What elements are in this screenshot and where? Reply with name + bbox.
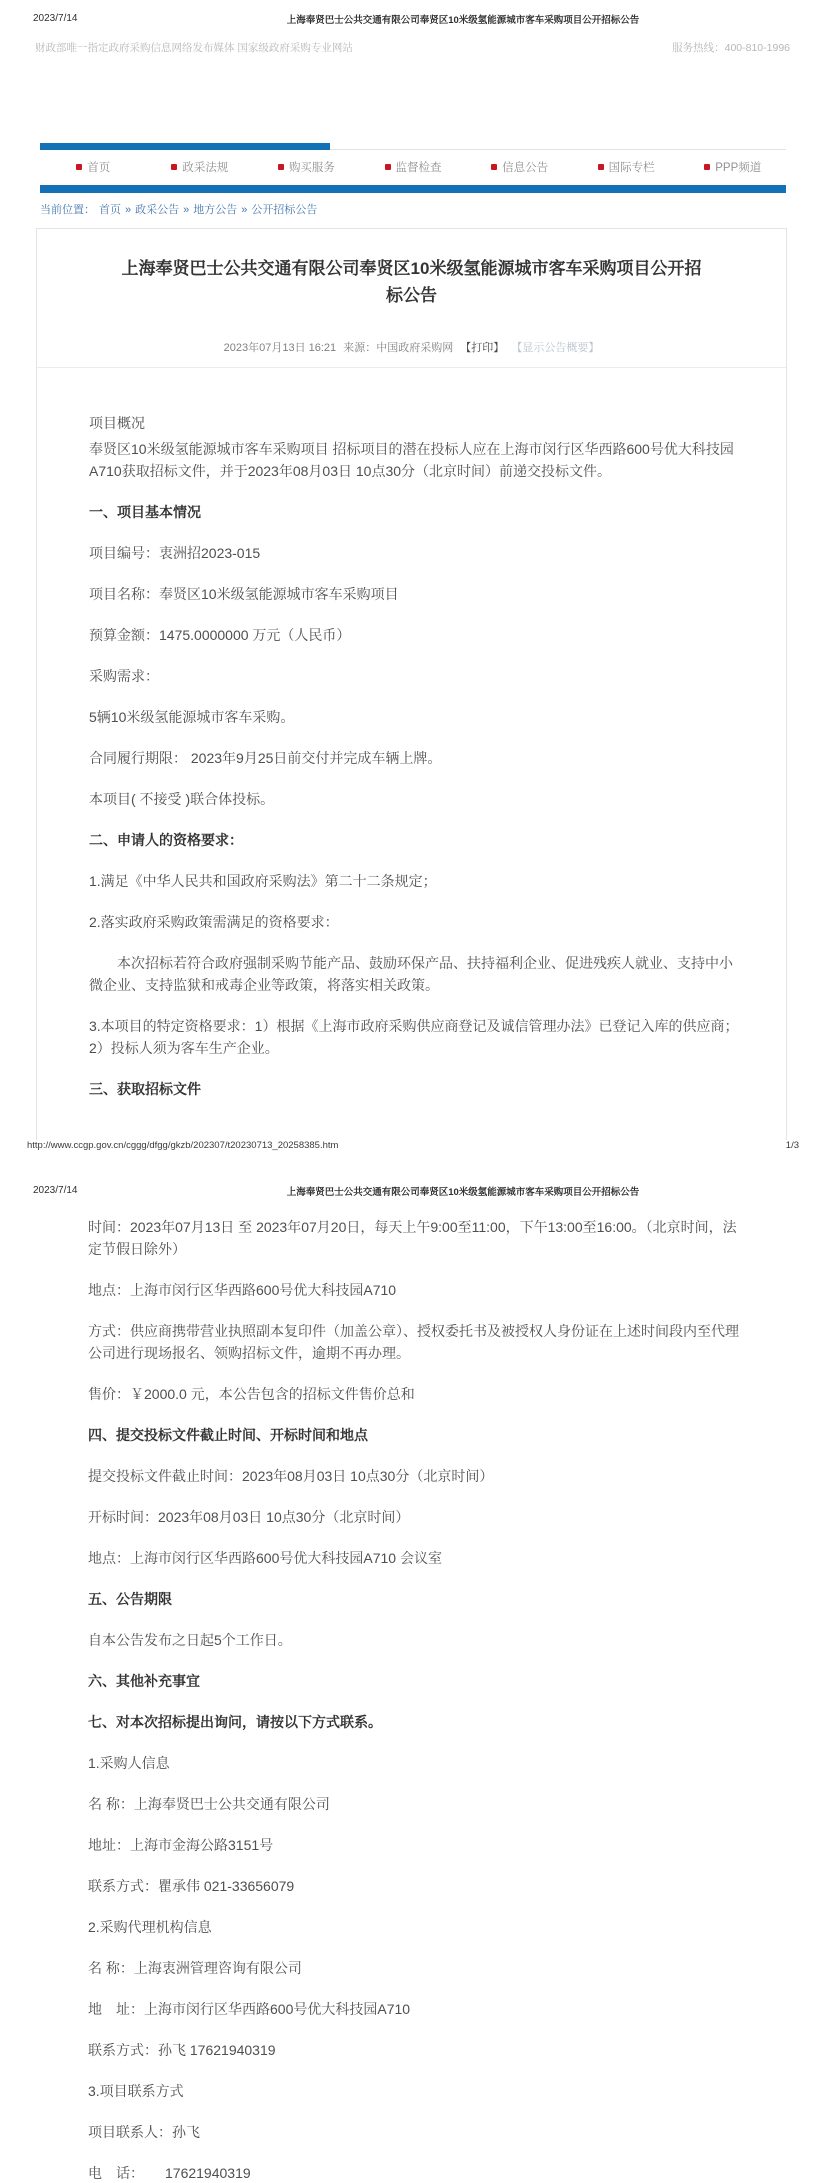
print-date-page2: 2023/7/14 [33, 1185, 78, 1196]
breadcrumb [40, 201, 321, 217]
page2-paragraph-19: 地 址：上海市闵行区华西路600号优大科技园A710 [88, 2001, 411, 2017]
page1-paragraph-1: 项目概况 [89, 415, 145, 431]
nav-bullet-icon [704, 164, 710, 170]
nav-item-label: 首页 [87, 162, 111, 174]
service-hotline [672, 40, 790, 55]
nav-bullet-icon [171, 164, 177, 170]
show-summary-button[interactable]: 【显示公告概要】 [511, 342, 600, 354]
main-nav [40, 153, 786, 181]
page1-paragraph-15: 3.本项目的特定资格要求：1）根据《上海市政府采购供应商登记及诚信管理办法》已登记入库的供应商；2）投标人须为客车生产企业。 [89, 1018, 739, 1056]
breadcrumb-prefix: 当前位置： [40, 204, 95, 216]
print-header-title-page2: 上海奉贤巴士公共交通有限公司奉贤区10米级氢能源城市客车采购项目公开招标公告 [286, 1187, 640, 1198]
page2-paragraph-13: 1.采购人信息 [88, 1755, 170, 1771]
header-accent-bar-extension [330, 149, 786, 150]
nav-item-ppp-channel[interactable] [679, 153, 786, 181]
article-source-label: 来源： [343, 342, 377, 354]
page2-paragraph-17: 2.采购代理机构信息 [88, 1919, 212, 1935]
breadcrumb-item-home[interactable]: 首页 [99, 204, 121, 216]
page1-paragraph-3: 一、项目基本情况 [89, 504, 201, 520]
page2-paragraph-18: 名 称：上海衷洲管理咨询有限公司 [88, 1960, 302, 1976]
page2-paragraph-23: 电 话： 17621940319 [88, 2165, 251, 2181]
breadcrumb-item-local-announcements[interactable]: 地方公告 [193, 204, 238, 216]
print-header-page1 [27, 12, 799, 28]
breadcrumb-separator: » [241, 204, 248, 216]
print-footer-page1 [27, 1140, 799, 1151]
nav-bullet-icon [385, 164, 391, 170]
page2-paragraph-1: 时间：2023年07月13日 至 2023年07月20日，每天上午9:00至11:00，下午13:00至16:00。（北京时间，法定节假日除外） [88, 1219, 737, 1257]
nav-item-international[interactable] [573, 153, 680, 181]
breadcrumb-item-gov-procurement-announcements[interactable]: 政采公告 [135, 204, 180, 216]
print-button[interactable]: 【打印】 [460, 342, 505, 354]
print-header-title-page1: 上海奉贤巴士公共交通有限公司奉贤区10米级氢能源城市客车采购项目公开招标公告 [286, 15, 640, 26]
service-hotline-number: 400-810-1996 [724, 42, 790, 54]
nav-item-announcements[interactable] [466, 153, 573, 181]
page1-paragraph-14: 本次招标若符合政府强制采购节能产品、鼓励环保产品、扶持福利企业、促进残疾人就业、支持中小微企业、支持监狱和戒毒企业等政策，将落实相关政策。 [89, 955, 733, 993]
page2-paragraph-4: 售价：￥2000.0 元，本公告包含的招标文件售价总和 [88, 1386, 415, 1402]
page2-paragraph-16: 联系方式：瞿承伟 021-33656079 [88, 1878, 295, 1894]
page2-paragraph-8: 地点：上海市闵行区华西路600号优大科技园A710 会议室 [88, 1550, 442, 1566]
masthead-tagline: 财政部唯一指定政府采购信息网络发布媒体 国家级政府采购专业网站 [35, 42, 353, 54]
nav-item-purchase-services[interactable] [253, 153, 360, 181]
breadcrumb-item-public-bidding-announcements[interactable]: 公开招标公告 [251, 204, 318, 216]
page1-paragraph-12: 1.满足《中华人民共和国政府采购法》第二十二条规定； [89, 873, 437, 889]
nav-bullet-icon [491, 164, 497, 170]
site-masthead [35, 40, 790, 55]
article-body-page2 [36, 1206, 787, 2183]
article-publish-datetime: 2023年07月13日 16:21 [223, 342, 337, 354]
page1-paragraph-6: 预算金额：1475.0000000 万元（人民币） [89, 627, 351, 643]
nav-item-label: PPP频道 [715, 162, 762, 174]
article-meta [37, 339, 786, 355]
page1-paragraph-2: 奉贤区10米级氢能源城市客车采购项目 招标项目的潜在投标人应在上海市闵行区华西路600号优大科技园A710获取招标文件，并于2023年08月03日 10点30分（北京时间）前递交投标文件。 [89, 441, 734, 479]
nav-bullet-icon [278, 164, 284, 170]
breadcrumb-separator: » [125, 204, 132, 216]
page2-paragraph-6: 提交投标文件截止时间：2023年08月03日 10点30分（北京时间） [88, 1468, 494, 1484]
nav-item-regulations[interactable] [147, 153, 254, 181]
page2-paragraph-22: 项目联系人：孙飞 [88, 2124, 200, 2140]
page1-paragraph-16: 三、获取招标文件 [89, 1081, 201, 1097]
nav-item-label: 国际专栏 [608, 162, 655, 174]
page1-paragraph-8: 5辆10米级氢能源城市客车采购。 [89, 709, 295, 725]
page2-paragraph-11: 六、其他补充事宜 [88, 1673, 200, 1689]
article-source: 中国政府采购网 [376, 342, 454, 354]
page1-paragraph-5: 项目名称：奉贤区10米级氢能源城市客车采购项目 [89, 586, 399, 602]
page1-paragraph-10: 本项目( 不接受 )联合体投标。 [89, 791, 275, 807]
page2-paragraph-10: 自本公告发布之日起5个工作日。 [88, 1632, 292, 1648]
breadcrumb-separator: » [183, 204, 190, 216]
nav-item-supervision[interactable] [360, 153, 467, 181]
page2-paragraph-9: 五、公告期限 [88, 1591, 172, 1607]
page2-paragraph-21: 3.项目联系方式 [88, 2083, 184, 2099]
article-container [36, 228, 787, 1140]
print-date-page1: 2023/7/14 [33, 13, 78, 24]
page-title: 上海奉贤巴士公共交通有限公司奉贤区10米级氢能源城市客车采购项目公开招标公告 [121, 259, 702, 305]
nav-item-label: 信息公告 [502, 162, 549, 174]
page1-paragraph-11: 二、申请人的资格要求： [89, 832, 243, 848]
nav-item-home[interactable] [40, 153, 147, 181]
page2-paragraph-20: 联系方式：孙飞 17621940319 [88, 2042, 276, 2058]
print-footer-page-number: 1/3 [785, 1140, 799, 1151]
page2-paragraph-3: 方式：供应商携带营业执照副本复印件（加盖公章）、授权委托书及被授权人身份证在上述时间段内至代理公司进行现场报名、领购招标文件，逾期不再办理。 [88, 1323, 739, 1361]
page2-paragraph-2: 地点：上海市闵行区华西路600号优大科技园A710 [88, 1282, 397, 1298]
page1-paragraph-9: 合同履行期限： 2023年9月25日前交付并完成车辆上牌。 [89, 750, 442, 766]
page2-paragraph-12: 七、对本次招标提出询问，请按以下方式联系。 [88, 1714, 382, 1730]
nav-item-label: 购买服务 [288, 162, 335, 174]
print-header-page2 [27, 1184, 799, 1200]
page2-paragraph-5: 四、提交投标文件截止时间、开标时间和地点 [88, 1427, 368, 1443]
nav-item-label: 监督检查 [395, 162, 442, 174]
page1-paragraph-4: 项目编号：衷洲招2023-015 [89, 545, 261, 561]
nav-underline-bar [40, 185, 786, 193]
page1-paragraph-7: 采购需求： [89, 668, 159, 684]
print-footer-url: http://www.ccgp.gov.cn/cggg/dfgg/gkzb/202307/t20230713_20258385.htm [27, 1140, 339, 1151]
page2-paragraph-15: 地址：上海市金海公路3151号 [88, 1837, 274, 1853]
service-hotline-label: 服务热线： [672, 42, 725, 54]
header-accent-bar [40, 143, 330, 150]
nav-item-label: 政采法规 [182, 162, 229, 174]
page1-paragraph-13: 2.落实政府采购政策需满足的资格要求： [89, 914, 339, 930]
nav-bullet-icon [76, 164, 82, 170]
article-body-page1 [37, 368, 786, 1100]
page2-paragraph-14: 名 称：上海奉贤巴士公共交通有限公司 [88, 1796, 330, 1812]
page2-paragraph-7: 开标时间：2023年08月03日 10点30分（北京时间） [88, 1509, 410, 1525]
nav-bullet-icon [598, 164, 604, 170]
